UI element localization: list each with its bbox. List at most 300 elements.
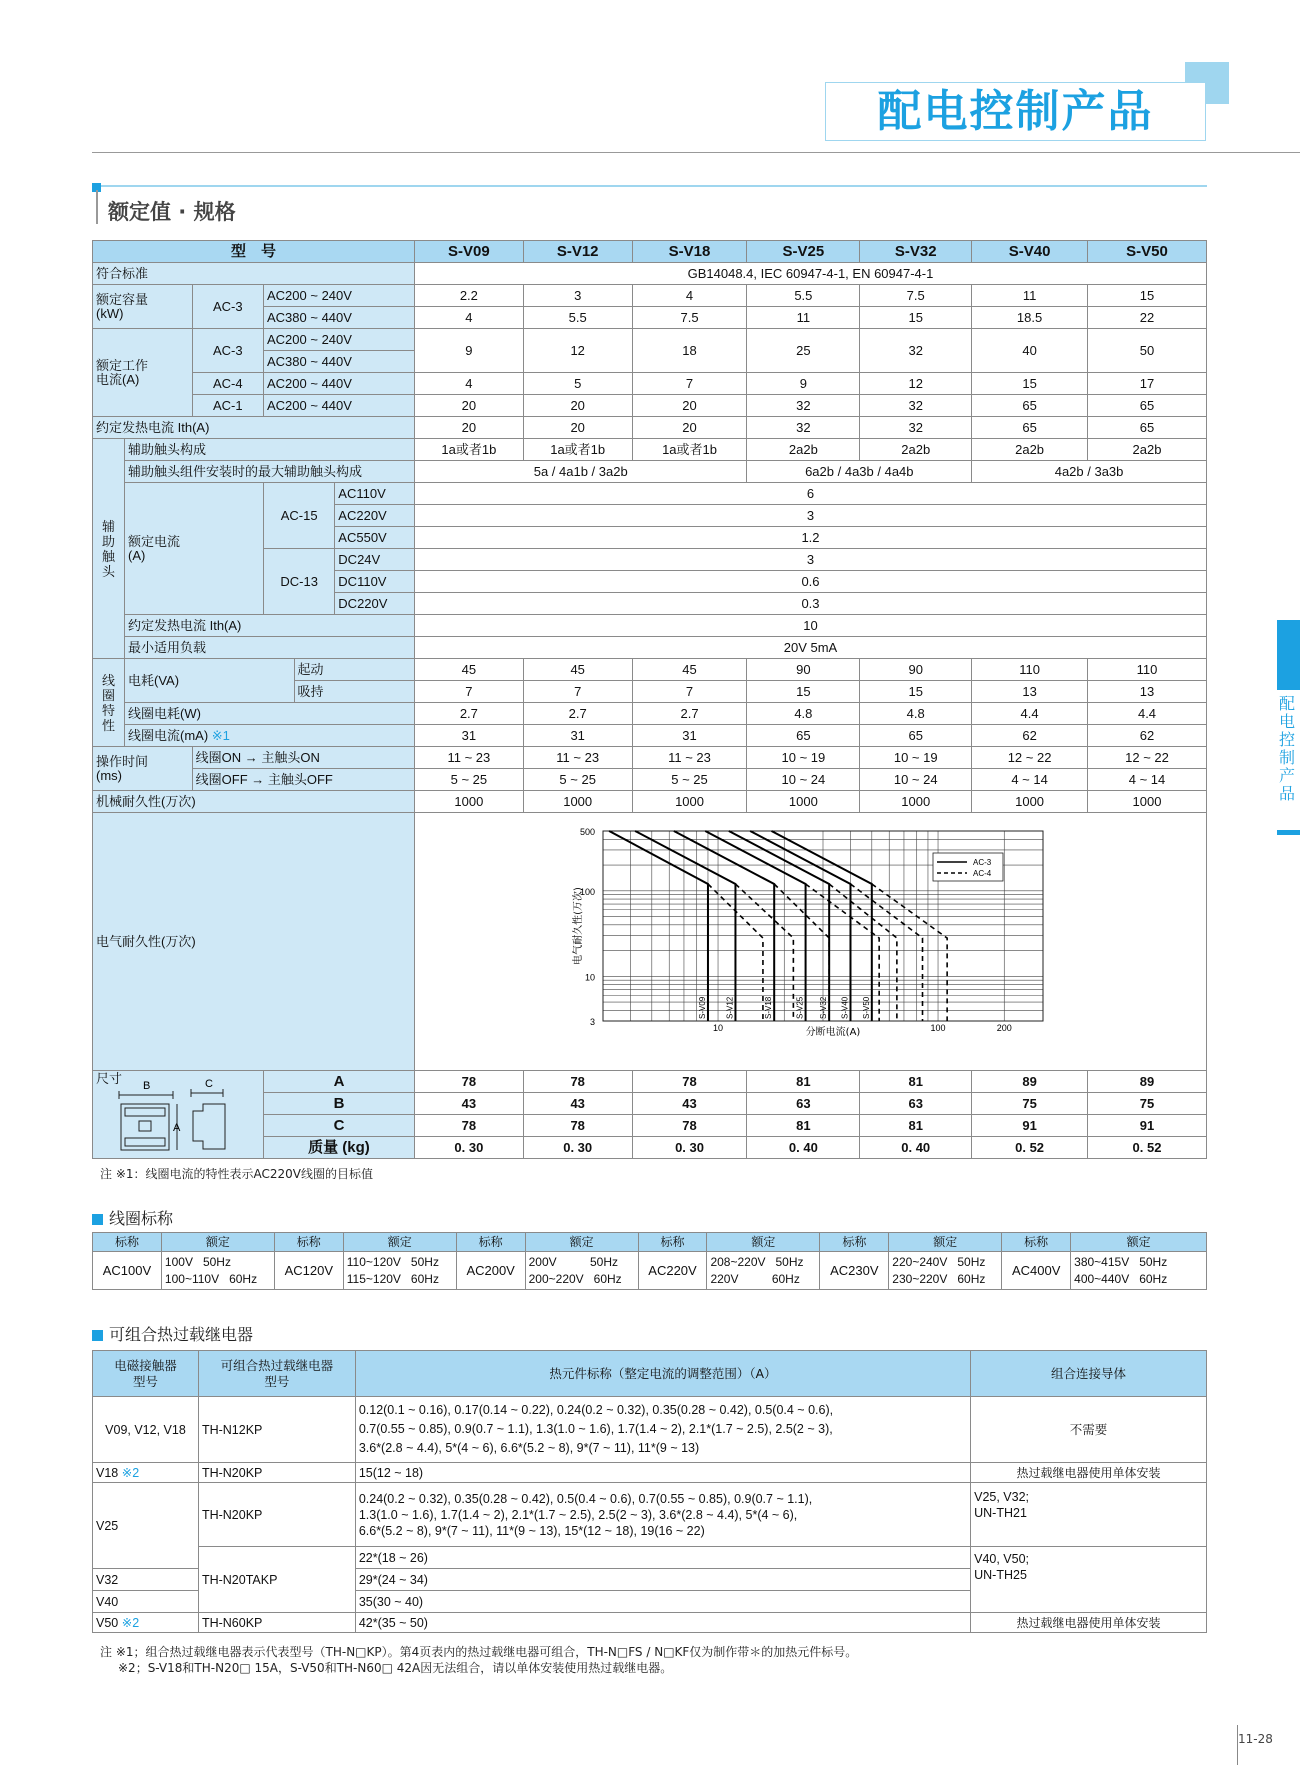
row-label — [124, 725, 414, 747]
cell: 5 — [523, 373, 632, 395]
cell: 10 ~ 19 — [860, 747, 972, 769]
relay-h-relay — [198, 1351, 355, 1397]
category-label: AC-3 — [192, 329, 263, 373]
row-label: 电气耐久性(万次) — [93, 813, 415, 1071]
cell: 12 ~ 22 — [1088, 747, 1207, 769]
cell: 1000 — [1088, 791, 1207, 813]
coil-rated-line: 110~120V 50Hz — [346, 1254, 439, 1269]
relay-range: 35(30 ~ 40) — [355, 1591, 970, 1613]
coil-h-rated: 额定 — [707, 1233, 820, 1252]
coil-h-nom: 标称 — [456, 1233, 525, 1252]
cell: 4a2b / 3a3b — [972, 461, 1207, 483]
sub-label: 线圈OFF → 主触头OFF — [192, 769, 414, 791]
cell: 0.6 — [414, 571, 1206, 593]
coil-h-rated: 额定 — [889, 1233, 1002, 1252]
cell: 0. 40 — [860, 1137, 972, 1159]
relay-heading-text: 可组合热过载继电器 — [109, 1325, 254, 1344]
model-col: S-V12 — [523, 241, 632, 263]
row-label: 额定电流 (A) — [124, 483, 263, 615]
cell: 10 ~ 24 — [860, 769, 972, 791]
relay-range: 0.24(0.2 ~ 0.32), 0.35(0.28 ~ 0.42), 0.5(0.4 ~ 0.6), 0.7(0.55 ~ 0.85), 0.9(0.7 ~ 1.1), 1.3(1.0 ~ 1.6), 1.7(1.4 ~ 2), 2.1*(1.7 ~ 2.5), 2.5(2 ~ 3), 3.6*(2.8 ~ 4.4), 5*(4 ~ 6), 6.6*(5.2 ~ 8), 9*(7 ~ 11), 11*(9 ~ 13), 15*(12 ~ 18), 19(16 ~ 22) — [355, 1483, 970, 1547]
coil-ma-label: 线圈电流(mA) — [127, 727, 209, 743]
cell: 9 — [747, 373, 860, 395]
voltage-label: AC220V — [335, 505, 415, 527]
row-label: 机械耐久性(万次) — [93, 791, 415, 813]
cell: 20 — [632, 417, 747, 439]
cell: 10 ~ 19 — [747, 747, 860, 769]
bullet-square-icon — [92, 1330, 103, 1341]
coil-rated — [707, 1252, 820, 1290]
mass-label: 质量 (kg) — [264, 1137, 415, 1159]
cell: 32 — [860, 395, 972, 417]
legend-box — [933, 853, 1003, 881]
cell: 7 — [523, 681, 632, 703]
sub-label: 吸持 — [294, 681, 414, 703]
category-label: AC-4 — [192, 373, 263, 395]
cell: 43 — [632, 1093, 747, 1115]
relay-range: 22*(18 ~ 26) — [355, 1547, 970, 1569]
note-mark: ※1 — [211, 727, 230, 743]
cell: 81 — [747, 1115, 860, 1137]
category-label: AC-15 — [264, 483, 335, 549]
dim-row-label: B — [264, 1093, 415, 1115]
voltage-label: AC110V — [335, 483, 415, 505]
cell: 31 — [523, 725, 632, 747]
row-label: 辅助触头构成 — [124, 439, 414, 461]
voltage-label: AC200 ~ 440V — [264, 373, 415, 395]
cell: 3 — [523, 285, 632, 307]
cell: 9 — [414, 329, 523, 373]
relay-conn: 热过载继电器使用单体安装 — [971, 1613, 1207, 1633]
coil-heading-text: 线圈标称 — [109, 1209, 174, 1228]
row-label: 符合标准 — [93, 263, 415, 285]
cell: 78 — [414, 1071, 523, 1093]
cell: 65 — [1088, 417, 1207, 439]
section-title: 额定值 · 规格 — [108, 200, 236, 224]
cell: 4.8 — [747, 703, 860, 725]
coil-rated-line: 230~220V 60Hz — [892, 1271, 986, 1286]
relay-conn: 不需要 — [971, 1397, 1207, 1463]
cell: 0. 30 — [414, 1137, 523, 1159]
coil-h-nom: 标称 — [1002, 1233, 1071, 1252]
coil-rated-line: 220~240V 50Hz — [892, 1254, 986, 1269]
coil-nom: AC400V — [1002, 1252, 1071, 1290]
fig-c: C — [205, 1078, 213, 1090]
side-tab-label: 配电控制产品 — [1279, 694, 1296, 803]
cell: 18.5 — [972, 307, 1088, 329]
coil-nom: AC220V — [638, 1252, 707, 1290]
group-label: 辅 助 触 头 — [93, 439, 125, 659]
cell: 20 — [632, 395, 747, 417]
cell: 10 ~ 24 — [747, 769, 860, 791]
cell: 0. 30 — [632, 1137, 747, 1159]
voltage-label: DC24V — [335, 549, 415, 571]
coil-h-nom: 标称 — [820, 1233, 889, 1252]
relay-range: 0.12(0.1 ~ 0.16), 0.17(0.14 ~ 0.22), 0.24(0.2 ~ 0.32), 0.35(0.28 ~ 0.42), 0.5(0.4 ~ 0.6), 0.7(0.55 ~ 0.85), 0.9(0.7 ~ 1.1), 1.3(1.0 ~ 1.6), 1.7(1.4 ~ 2), 2.1*(1.7 ~ 2.5), 2.5(2 ~ 3), 3.6*(2.8 ~ 4.4), 5*(4 ~ 6), 6.6*(5.2 ~ 8), 9*(7 ~ 11), 11*(9 ~ 13) — [355, 1397, 970, 1463]
cell: 78 — [632, 1071, 747, 1093]
coil-rated-line: 400~440V 60Hz — [1074, 1271, 1168, 1286]
cell: 110 — [1088, 659, 1207, 681]
series-label: S-V18 — [764, 996, 774, 1019]
cell: 7 — [632, 681, 747, 703]
cell: 65 — [747, 725, 860, 747]
dim-row-label: A — [264, 1071, 415, 1093]
y-tick-label: 3 — [589, 1017, 595, 1027]
cell: 15 — [747, 681, 860, 703]
cell: 6 — [414, 483, 1206, 505]
note-mark: ※2 — [121, 1465, 140, 1480]
relay-conn: 热过载继电器使用单体安装 — [971, 1463, 1207, 1483]
coil-heading — [92, 1206, 173, 1229]
cell: 31 — [414, 725, 523, 747]
coil-h-rated: 额定 — [525, 1233, 638, 1252]
cell: 17 — [1088, 373, 1207, 395]
cell: 20 — [414, 417, 523, 439]
cell: 20 — [414, 395, 523, 417]
cell: 45 — [414, 659, 523, 681]
relay-model-text: V18 — [96, 1465, 119, 1480]
cell: 110 — [972, 659, 1088, 681]
voltage-label: AC380 ~ 440V — [264, 307, 415, 329]
cell: 4 ~ 14 — [972, 769, 1088, 791]
series-label: S-V32 — [819, 996, 829, 1019]
relay-conn: V25, V32; UN-TH21 — [971, 1483, 1207, 1547]
coil-nom: AC100V — [93, 1252, 162, 1290]
cell: 15 — [1088, 285, 1207, 307]
cell: 4 — [632, 285, 747, 307]
row-label: 电耗(VA) — [124, 659, 294, 703]
cell: 50 — [1088, 329, 1207, 373]
cell: 15 — [860, 307, 972, 329]
cell: 22 — [1088, 307, 1207, 329]
relay-type: TH-N60KP — [198, 1613, 355, 1633]
relay-range: 29*(24 ~ 34) — [355, 1569, 970, 1591]
dimension-drawing — [93, 1071, 263, 1157]
relay-type: TH-N20KP — [198, 1483, 355, 1547]
series-label: S-V25 — [795, 996, 805, 1019]
coil-rated-line: 200V 50Hz — [528, 1254, 618, 1269]
cell: 5.5 — [523, 307, 632, 329]
coil-h-nom: 标称 — [93, 1233, 162, 1252]
relay-model — [93, 1463, 199, 1483]
cell: 5 ~ 25 — [632, 769, 747, 791]
cell: 65 — [860, 725, 972, 747]
cell: 11 — [747, 307, 860, 329]
cell: 65 — [972, 395, 1088, 417]
row-label: 约定发热电流 Ith(A) — [93, 417, 415, 439]
relay-h-range: 热元件标称（整定电流的调整范围）（A） — [355, 1351, 970, 1397]
model-col: S-V40 — [972, 241, 1088, 263]
cell: 3 — [414, 505, 1206, 527]
ac3-series-line — [771, 831, 871, 1021]
coil-nom: AC120V — [274, 1252, 343, 1290]
cell: 0. 52 — [972, 1137, 1088, 1159]
cell: 32 — [747, 417, 860, 439]
cell: 7 — [632, 373, 747, 395]
cell: 1000 — [523, 791, 632, 813]
voltage-label: AC550V — [335, 527, 415, 549]
cell: 5 ~ 25 — [523, 769, 632, 791]
x-axis-label: 分断电流(A) — [805, 1027, 861, 1038]
dim-row-label: C — [264, 1115, 415, 1137]
ac3-series-line — [609, 831, 708, 1021]
category-label: AC-3 — [192, 285, 263, 329]
ac3-series-line — [635, 831, 735, 1021]
coil-rated-line: 200~220V 60Hz — [528, 1271, 622, 1286]
cell: 7.5 — [860, 285, 972, 307]
cell: 1000 — [972, 791, 1088, 813]
voltage-label: AC200 ~ 240V — [264, 285, 415, 307]
cell: 1a或者1b — [632, 439, 747, 461]
relay-type: TH-N20TAKP — [198, 1547, 355, 1613]
cell: 2.7 — [632, 703, 747, 725]
ac4-series-line — [872, 884, 947, 1021]
cell: 1.2 — [414, 527, 1206, 549]
legend-ac3-label: AC-3 — [972, 858, 992, 867]
cell: 4 — [414, 373, 523, 395]
cell: 75 — [1088, 1093, 1207, 1115]
category-label: AC-1 — [192, 395, 263, 417]
row-label: 线圈电耗(W) — [124, 703, 414, 725]
model-col: S-V50 — [1088, 241, 1207, 263]
cell: 81 — [860, 1071, 972, 1093]
cell: 0. 30 — [523, 1137, 632, 1159]
relay-table — [92, 1350, 1207, 1633]
row-label: 约定发热电流 Ith(A) — [124, 615, 414, 637]
cell: 0.3 — [414, 593, 1206, 615]
cell: 2.2 — [414, 285, 523, 307]
relay-type: TH-N20KP — [198, 1463, 355, 1483]
sub-label: 线圈ON → 主触头ON — [192, 747, 414, 769]
relay-h-relay-text: 可组合热过载继电器 型号 — [220, 1358, 334, 1389]
cell: 32 — [860, 417, 972, 439]
cell: 45 — [632, 659, 747, 681]
cell: 89 — [1088, 1071, 1207, 1093]
relay-h-model: 电磁接触器 型号 — [93, 1351, 199, 1397]
coil-rated-line: 100V 50Hz — [164, 1254, 231, 1269]
section-vline — [96, 190, 98, 224]
coil-rated — [343, 1252, 456, 1290]
relay-type: TH-N12KP — [198, 1397, 355, 1463]
footnote-1: 注 ※1；组合热过载继电器表示代表型号（TH-N□KP）。第4页表内的热过载继电器可组合，TH-N□FS / N□KF仅为制作带＊的加热元件标号。 — [100, 1645, 858, 1659]
cell: 63 — [860, 1093, 972, 1115]
chart-cell — [414, 813, 1206, 1071]
cell: 2a2b — [1088, 439, 1207, 461]
cell: 62 — [1088, 725, 1207, 747]
fig-a: A — [173, 1122, 181, 1134]
cell: 5.5 — [747, 285, 860, 307]
page-number: 11-28 — [1238, 1732, 1273, 1746]
footnote-2: ※2；S-V18和TH-N20□ 15A，S-V50和TH-N60□ 42A因无法组合，请以单体安装使用热过载继电器。 — [118, 1661, 673, 1675]
cell: 12 — [523, 329, 632, 373]
coil-rated-line: 100~110V 60Hz — [164, 1271, 258, 1286]
series-label: S-V12 — [725, 996, 735, 1019]
section-rule — [92, 185, 1207, 187]
bullet-square-icon — [92, 1214, 103, 1225]
cell: 1a或者1b — [523, 439, 632, 461]
relay-model-text: V50 — [96, 1615, 119, 1630]
coil-rated — [1071, 1252, 1207, 1290]
cell: 32 — [747, 395, 860, 417]
series-label: S-V09 — [697, 996, 707, 1019]
voltage-label: DC110V — [335, 571, 415, 593]
coil-rated-line: 220V 60Hz — [710, 1271, 800, 1286]
cell: 0. 52 — [1088, 1137, 1207, 1159]
cell: 78 — [632, 1115, 747, 1137]
cell: 12 ~ 22 — [972, 747, 1088, 769]
cell: 20V 5mA — [414, 637, 1206, 659]
coil-nom: AC200V — [456, 1252, 525, 1290]
relay-model — [93, 1613, 199, 1633]
cell: 43 — [523, 1093, 632, 1115]
category-label: DC-13 — [264, 549, 335, 615]
coil-rated-line: 380~415V 50Hz — [1074, 1254, 1168, 1269]
ac3-series-line — [705, 831, 805, 1021]
coil-rated — [161, 1252, 274, 1290]
x-tick-label: 200 — [996, 1023, 1012, 1033]
cell: 90 — [747, 659, 860, 681]
cell: 4 — [414, 307, 523, 329]
relay-range: 42*(35 ~ 50) — [355, 1613, 970, 1633]
cell: 78 — [523, 1115, 632, 1137]
cell: 4.4 — [972, 703, 1088, 725]
voltage-label: AC380 ~ 440V — [264, 351, 415, 373]
relay-conn: V40, V50; UN-TH25 — [971, 1547, 1207, 1613]
cell: 12 — [860, 373, 972, 395]
cell: 13 — [972, 681, 1088, 703]
y-tick-label: 500 — [579, 827, 595, 837]
cell: 63 — [747, 1093, 860, 1115]
cell: 20 — [523, 395, 632, 417]
header-rule — [92, 152, 1300, 153]
cell: 65 — [972, 417, 1088, 439]
cell: 65 — [1088, 395, 1207, 417]
group-label: 线 圈 特 性 — [93, 659, 125, 747]
endurance-chart — [418, 813, 1203, 1067]
row-label: 最小适用负载 — [124, 637, 414, 659]
y-tick-label: 10 — [584, 972, 595, 983]
cell: 5a / 4a1b / 3a2b — [414, 461, 746, 483]
cell: 90 — [860, 659, 972, 681]
cell: 2.7 — [523, 703, 632, 725]
relay-model: V32 — [93, 1569, 199, 1591]
cell: 11 ~ 23 — [414, 747, 523, 769]
x-tick-label: 100 — [930, 1023, 946, 1033]
cell: 3 — [414, 549, 1206, 571]
relay-heading — [92, 1322, 253, 1345]
cell: 4.4 — [1088, 703, 1207, 725]
cell: 11 ~ 23 — [632, 747, 747, 769]
coil-h-rated: 额定 — [343, 1233, 456, 1252]
cell: 5 ~ 25 — [414, 769, 523, 791]
cell: 40 — [972, 329, 1088, 373]
cell: 1000 — [632, 791, 747, 813]
x-tick-label: 10 — [712, 1023, 724, 1033]
row-label: 辅助触头组件安装时的最大辅助触头构成 — [124, 461, 414, 483]
coil-rated-line: 115~120V 60Hz — [346, 1271, 439, 1286]
voltage-label: AC200 ~ 240V — [264, 329, 415, 351]
fig-b: B — [143, 1080, 151, 1092]
series-label: S-V50 — [861, 996, 871, 1019]
cell: 62 — [972, 725, 1088, 747]
cell: 2a2b — [860, 439, 972, 461]
coil-h-rated: 额定 — [1071, 1233, 1207, 1252]
legend-ac4-label: AC-4 — [972, 869, 992, 878]
ac3-series-line — [729, 831, 829, 1021]
row-label: 操作时间 (ms) — [93, 747, 193, 791]
cell: 25 — [747, 329, 860, 373]
cell: 0. 40 — [747, 1137, 860, 1159]
cell: 78 — [414, 1115, 523, 1137]
model-header: 型 号 — [93, 241, 415, 263]
cell: 4 ~ 14 — [1088, 769, 1207, 791]
cell: 11 ~ 23 — [523, 747, 632, 769]
coil-table — [92, 1232, 1207, 1290]
cell: 32 — [860, 329, 972, 373]
row-label: 额定容量 (kW) — [93, 285, 193, 329]
model-col: S-V32 — [860, 241, 972, 263]
y-axis-label: 电气耐久性(万次) — [572, 887, 584, 965]
coil-h-rated: 额定 — [161, 1233, 274, 1252]
cell: 78 — [523, 1071, 632, 1093]
relay-model: V25 — [93, 1483, 199, 1569]
series-label: S-V40 — [840, 996, 850, 1019]
coil-h-nom: 标称 — [274, 1233, 343, 1252]
ac3-series-line — [750, 831, 850, 1021]
model-col: S-V18 — [632, 241, 747, 263]
dimension-figure-cell — [93, 1071, 264, 1159]
cell: 75 — [972, 1093, 1088, 1115]
voltage-label: DC220V — [335, 593, 415, 615]
page-title: 配电控制产品 — [877, 86, 1154, 137]
row-label: 额定工作 电流(A) — [93, 329, 193, 417]
cell: 45 — [523, 659, 632, 681]
voltage-label: AC200 ~ 440V — [264, 395, 415, 417]
coil-h-nom: 标称 — [638, 1233, 707, 1252]
model-col: S-V09 — [414, 241, 523, 263]
cell: 81 — [860, 1115, 972, 1137]
cell: 81 — [747, 1071, 860, 1093]
cell: 4.8 — [860, 703, 972, 725]
relay-h-conn: 组合连接导体 — [971, 1351, 1207, 1397]
cell: 1a或者1b — [414, 439, 523, 461]
cell: 1000 — [414, 791, 523, 813]
relay-model: V40 — [93, 1591, 199, 1613]
model-col: S-V25 — [747, 241, 860, 263]
cell: 91 — [972, 1115, 1088, 1137]
cell: 2a2b — [747, 439, 860, 461]
cell: 1000 — [747, 791, 860, 813]
cell: 2.7 — [414, 703, 523, 725]
cell: 11 — [972, 285, 1088, 307]
relay-model: V09, V12, V18 — [93, 1397, 199, 1463]
relay-range: 15(12 ~ 18) — [355, 1463, 970, 1483]
note-1: 注 ※1：线圈电流的特性表示AC220V线圈的目标值 — [100, 1167, 373, 1181]
cell: 89 — [972, 1071, 1088, 1093]
cell: 6a2b / 4a3b / 4a4b — [747, 461, 972, 483]
cell: 7 — [414, 681, 523, 703]
standard-value: GB14048.4, IEC 60947-4-1, EN 60947-4-1 — [414, 263, 1206, 285]
cell: 13 — [1088, 681, 1207, 703]
specs-table — [92, 240, 1207, 1159]
cell: 31 — [632, 725, 747, 747]
cell: 20 — [523, 417, 632, 439]
cell: 15 — [972, 373, 1088, 395]
cell: 18 — [632, 329, 747, 373]
cell: 1000 — [860, 791, 972, 813]
y-tick-label: 100 — [579, 886, 595, 897]
coil-rated — [525, 1252, 638, 1290]
